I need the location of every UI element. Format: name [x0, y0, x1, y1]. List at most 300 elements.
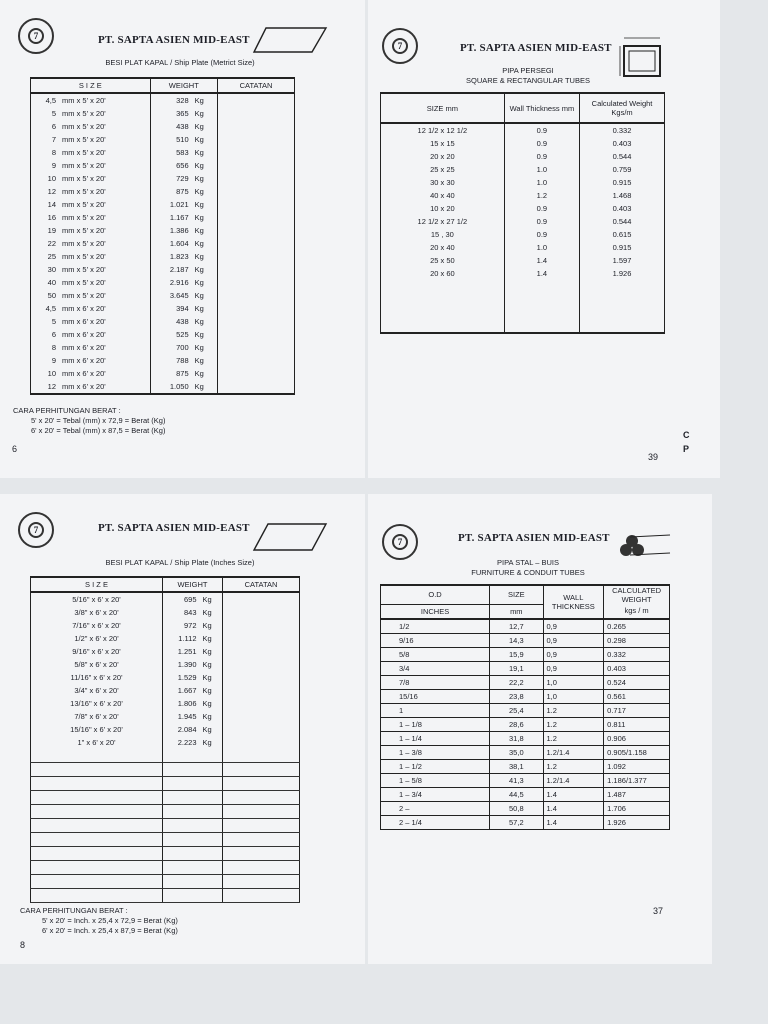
od-cell: 1 – 1/4	[381, 731, 490, 745]
size-dimension: mm x 6' x 20'	[59, 354, 150, 367]
weight-unit: Kg	[192, 172, 218, 185]
size-mm-cell: 23,8	[490, 689, 543, 703]
empty-cell	[163, 847, 200, 861]
weight-value: 3.645	[150, 289, 192, 302]
wall-cell: 0.9	[504, 202, 579, 215]
table-row	[381, 306, 665, 319]
size-thickness: 10	[31, 367, 60, 380]
size-dimension: mm x 5' x 20'	[59, 107, 150, 120]
size-cell: 30 x 30	[381, 176, 505, 189]
size-dimension: mm x 6' x 20'	[59, 341, 150, 354]
company-logo	[18, 18, 54, 54]
table-row	[31, 763, 300, 777]
catatan-cell	[218, 224, 295, 237]
subtitle: BESI PLAT KAPAL / Ship Plate (Inches Size)	[105, 558, 255, 567]
empty-cell	[31, 847, 163, 861]
size-thickness: 4,5	[31, 302, 60, 315]
weight-value: 1.251	[163, 645, 200, 658]
table-row	[31, 289, 295, 302]
empty-cell	[223, 847, 300, 861]
size-dimension: mm x 6' x 20'	[59, 328, 150, 341]
weight-value: 1.604	[150, 237, 192, 250]
size-mm-cell: 50,8	[490, 801, 543, 815]
table-row	[381, 123, 665, 137]
company-name: PT. SAPTA ASIEN MID-EAST	[458, 532, 610, 544]
table-row	[31, 592, 300, 606]
table-row	[31, 93, 295, 107]
empty-cell	[31, 861, 163, 875]
table-row	[381, 293, 665, 306]
empty-cell	[223, 819, 300, 833]
weight-unit: Kg	[192, 224, 218, 237]
empty-cell	[223, 833, 300, 847]
wall-cell: 1.2/1.4	[543, 745, 604, 759]
weight-cell: 0.265	[604, 619, 670, 634]
wall-cell: 0,9	[543, 661, 604, 675]
subtitle	[428, 558, 628, 578]
note-line: 6' x 20' = Inch. x 25,4 x 87,9 = Berat (Kg)	[42, 926, 178, 935]
weight-value: 1.167	[150, 211, 192, 224]
catatan-cell	[218, 250, 295, 263]
table-row	[31, 749, 300, 763]
table-row	[31, 146, 295, 159]
table-row	[381, 280, 665, 293]
catatan-cell	[223, 658, 300, 671]
size-dimension: mm x 5' x 20'	[59, 237, 150, 250]
weight-unit: Kg	[200, 592, 223, 606]
weight-cell: 0.915	[580, 241, 665, 254]
empty-cell	[163, 819, 200, 833]
table-row	[381, 787, 670, 801]
wall-cell: 1,0	[543, 689, 604, 703]
empty-cell	[163, 833, 200, 847]
size-mm-cell: 19,1	[490, 661, 543, 675]
table-row	[31, 791, 300, 805]
weight-unit: Kg	[200, 736, 223, 749]
catatan-cell	[218, 237, 295, 250]
size-dimension: mm x 5' x 20'	[59, 211, 150, 224]
logo-emblem: 7	[28, 28, 44, 44]
size-cell: 3/8" x 6' x 20'	[31, 606, 163, 619]
col-wall: WALL THICKNESS	[543, 585, 604, 619]
od-cell: 1/2	[381, 619, 490, 634]
empty-cell	[200, 833, 223, 847]
table-row	[31, 861, 300, 875]
size-dimension: mm x 5' x 20'	[59, 198, 150, 211]
empty-cell	[381, 306, 505, 319]
page-8	[0, 494, 365, 964]
table-row	[381, 773, 670, 787]
weight-unit: Kg	[192, 276, 218, 289]
table-row	[381, 228, 665, 241]
weight-value: 438	[150, 120, 192, 133]
size-dimension: mm x 5' x 20'	[59, 146, 150, 159]
table-row	[381, 254, 665, 267]
empty-cell	[200, 819, 223, 833]
wall-cell: 0,9	[543, 647, 604, 661]
size-thickness: 12	[31, 380, 60, 394]
size-dimension: mm x 5' x 20'	[59, 276, 150, 289]
weight-unit: Kg	[192, 185, 218, 198]
size-cell: 25 x 25	[381, 163, 505, 176]
empty-cell	[31, 763, 163, 777]
weight-unit: Kg	[200, 606, 223, 619]
catatan-cell	[223, 723, 300, 736]
catatan-cell	[218, 159, 295, 172]
weight-cell: 0.332	[604, 647, 670, 661]
weight-value: 843	[163, 606, 200, 619]
size-cell: 15 x 15	[381, 137, 505, 150]
weight-value: 2.916	[150, 276, 192, 289]
table-row	[381, 745, 670, 759]
size-mm-cell: 35,0	[490, 745, 543, 759]
table-row	[31, 328, 295, 341]
catatan-cell	[218, 341, 295, 354]
size-cell: 7/8" x 6' x 20'	[31, 710, 163, 723]
empty-cell	[223, 791, 300, 805]
table-row	[381, 189, 665, 202]
size-mm-cell: 41,3	[490, 773, 543, 787]
size-mm-cell: 28,6	[490, 717, 543, 731]
catatan-cell	[218, 172, 295, 185]
weight-value: 729	[150, 172, 192, 185]
table-row	[381, 150, 665, 163]
catatan-cell	[218, 367, 295, 380]
weight-cell: 0.561	[604, 689, 670, 703]
weight-value: 583	[150, 146, 192, 159]
size-cell: 15 , 30	[381, 228, 505, 241]
catatan-cell	[218, 302, 295, 315]
table-row	[31, 380, 295, 394]
empty-cell	[381, 280, 505, 293]
size-thickness: 9	[31, 159, 60, 172]
empty-cell	[200, 777, 223, 791]
size-dimension: mm x 5' x 20'	[59, 133, 150, 146]
size-dimension: mm x 6' x 20'	[59, 315, 150, 328]
weight-value: 875	[150, 185, 192, 198]
size-cell: 5/16" x 6' x 20'	[31, 592, 163, 606]
catatan-cell	[218, 380, 295, 394]
plate-icon	[252, 520, 328, 554]
od-cell: 1 – 1/8	[381, 717, 490, 731]
table-row	[31, 224, 295, 237]
size-thickness: 10	[31, 172, 60, 185]
wall-cell: 1.4	[504, 267, 579, 280]
wall-cell: 0.9	[504, 215, 579, 228]
size-thickness: 22	[31, 237, 60, 250]
weight-cell: 0.403	[580, 137, 665, 150]
col-od: O.D	[381, 585, 490, 604]
wall-cell: 1.2	[543, 703, 604, 717]
weight-cell: 0.403	[580, 202, 665, 215]
weight-unit: Kg	[192, 354, 218, 367]
empty-cell	[223, 805, 300, 819]
empty-cell	[163, 875, 200, 889]
weight-cell: 1.186/1.377	[604, 773, 670, 787]
table-row	[381, 241, 665, 254]
od-cell: 1 – 5/8	[381, 773, 490, 787]
note-line: 5' x 20' = Tebal (mm) x 72,9 = Berat (Kg)	[31, 416, 166, 425]
size-thickness: 30	[31, 263, 60, 276]
table-row	[31, 819, 300, 833]
weight-cell: 0.332	[580, 123, 665, 137]
weight-cell: 0.524	[604, 675, 670, 689]
size-dimension: mm x 5' x 20'	[59, 159, 150, 172]
wall-cell: 1.2	[543, 717, 604, 731]
weight-value: 394	[150, 302, 192, 315]
wall-cell: 1.0	[504, 163, 579, 176]
weight-unit: Kg	[192, 380, 218, 394]
col-calc: CALCULATED WEIGHT	[604, 585, 670, 604]
catatan-cell	[223, 697, 300, 710]
size-cell: 10 x 20	[381, 202, 505, 215]
empty-cell	[223, 889, 300, 903]
size-thickness: 16	[31, 211, 60, 224]
company-logo	[382, 524, 418, 560]
empty-cell	[31, 791, 163, 805]
empty-cell	[31, 875, 163, 889]
table-row	[381, 703, 670, 717]
col-size: S I Z E	[31, 78, 151, 93]
page-number: 37	[653, 906, 664, 916]
table-row	[31, 341, 295, 354]
catatan-cell	[218, 198, 295, 211]
table-row	[31, 120, 295, 133]
empty-cell	[31, 777, 163, 791]
weight-unit: Kg	[192, 263, 218, 276]
table-row	[381, 689, 670, 703]
table-row	[31, 889, 300, 903]
weight-unit: Kg	[192, 341, 218, 354]
table-row	[381, 647, 670, 661]
size-dimension: mm x 5' x 20'	[59, 93, 150, 107]
size-cell: 15/16" x 6' x 20'	[31, 723, 163, 736]
catatan-cell	[218, 133, 295, 146]
table-row	[381, 731, 670, 745]
weight-unit: Kg	[192, 289, 218, 302]
wall-cell: 1.2	[543, 731, 604, 745]
size-mm-cell: 14,3	[490, 633, 543, 647]
catatan-cell	[218, 146, 295, 159]
table-row	[31, 606, 300, 619]
wall-cell: 1.0	[504, 176, 579, 189]
empty-cell	[200, 763, 223, 777]
catatan-cell	[223, 684, 300, 697]
table-row	[31, 276, 295, 289]
catatan-cell	[218, 93, 295, 107]
page-39	[368, 0, 720, 478]
weight-unit: Kg	[200, 645, 223, 658]
table-row	[31, 250, 295, 263]
empty-cell	[381, 319, 505, 333]
empty-cell	[200, 875, 223, 889]
col-kgsm: kgs / m	[604, 604, 670, 619]
table-row	[381, 319, 665, 333]
logo-emblem: 7	[28, 522, 44, 538]
weight-unit: Kg	[192, 107, 218, 120]
weight-value: 328	[150, 93, 192, 107]
col-size: SIZE mm	[381, 93, 505, 123]
empty-cell	[504, 293, 579, 306]
weight-value: 875	[150, 367, 192, 380]
catatan-cell	[223, 645, 300, 658]
od-cell: 1 – 1/2	[381, 759, 490, 773]
size-mm-cell: 38,1	[490, 759, 543, 773]
wall-cell: 1,0	[543, 675, 604, 689]
note-title: CARA PERHITUNGAN BERAT :	[13, 406, 121, 415]
wall-cell: 0.9	[504, 150, 579, 163]
wall-cell: 1.4	[543, 787, 604, 801]
weight-unit: Kg	[192, 159, 218, 172]
size-thickness: 7	[31, 133, 60, 146]
wall-cell: 0,9	[543, 633, 604, 647]
ship-plate-inches-table	[30, 576, 300, 903]
wall-cell: 1.0	[504, 241, 579, 254]
catatan-cell	[218, 354, 295, 367]
subtitle: BESI PLAT KAPAL / Ship Plate (Metrict Size)	[105, 58, 255, 67]
pipe-bundle-icon	[616, 534, 672, 560]
od-cell: 1 – 3/8	[381, 745, 490, 759]
size-dimension: mm x 5' x 20'	[59, 172, 150, 185]
wall-cell: 1.4	[543, 815, 604, 829]
size-cell: 7/16" x 6' x 20'	[31, 619, 163, 632]
size-cell: 11/16" x 6' x 20'	[31, 671, 163, 684]
col-inches: INCHES	[381, 604, 490, 619]
ship-plate-metric-table	[30, 77, 295, 395]
weight-unit: Kg	[192, 120, 218, 133]
weight-unit: Kg	[200, 619, 223, 632]
note-title: CARA PERHITUNGAN BERAT :	[20, 906, 128, 915]
weight-unit: Kg	[200, 632, 223, 645]
table-row	[31, 684, 300, 697]
catatan-cell	[218, 120, 295, 133]
weight-unit: Kg	[200, 697, 223, 710]
weight-unit: Kg	[200, 723, 223, 736]
table-row	[31, 159, 295, 172]
size-thickness: 50	[31, 289, 60, 302]
size-cell: 25 x 50	[381, 254, 505, 267]
col-wall: Wall Thickness mm	[504, 93, 579, 123]
od-cell: 15/16	[381, 689, 490, 703]
empty-cell	[31, 749, 163, 763]
weight-unit: Kg	[192, 328, 218, 341]
empty-cell	[200, 805, 223, 819]
weight-unit: Kg	[192, 237, 218, 250]
weight-cell: 1.468	[580, 189, 665, 202]
table-row	[381, 267, 665, 280]
table-row	[31, 671, 300, 684]
weight-unit: Kg	[192, 146, 218, 159]
catatan-cell	[223, 710, 300, 723]
size-cell: 20 x 60	[381, 267, 505, 280]
table-row	[381, 202, 665, 215]
col-weight: WEIGHT	[150, 78, 217, 93]
col-catatan: CATATAN	[223, 577, 300, 592]
catatan-cell	[223, 619, 300, 632]
size-cell: 5/8" x 6' x 20'	[31, 658, 163, 671]
weight-value: 1.050	[150, 380, 192, 394]
table-row	[31, 619, 300, 632]
empty-cell	[580, 280, 665, 293]
weight-value: 700	[150, 341, 192, 354]
od-cell: 1 – 3/4	[381, 787, 490, 801]
size-cell: 1/2" x 6' x 20'	[31, 632, 163, 645]
size-thickness: 12	[31, 185, 60, 198]
weight-unit: Kg	[192, 302, 218, 315]
wall-cell: 0,9	[543, 619, 604, 634]
size-mm-cell: 31,8	[490, 731, 543, 745]
table-row	[31, 723, 300, 736]
logo-emblem: 7	[392, 38, 408, 54]
table-row	[31, 847, 300, 861]
col-size: S I Z E	[31, 577, 163, 592]
od-cell: 5/8	[381, 647, 490, 661]
table-row	[381, 633, 670, 647]
catatan-cell	[218, 211, 295, 224]
weight-value: 656	[150, 159, 192, 172]
table-row	[31, 302, 295, 315]
page-number: 8	[20, 940, 26, 950]
empty-cell	[200, 861, 223, 875]
weight-value: 525	[150, 328, 192, 341]
empty-cell	[200, 791, 223, 805]
size-thickness: 19	[31, 224, 60, 237]
page-37	[368, 494, 712, 964]
table-row	[31, 645, 300, 658]
col-catatan: CATATAN	[218, 78, 295, 93]
size-thickness: 9	[31, 354, 60, 367]
od-cell: 7/8	[381, 675, 490, 689]
od-cell: 3/4	[381, 661, 490, 675]
page-number: 6	[12, 444, 18, 454]
weight-value: 2.223	[163, 736, 200, 749]
weight-cell: 0.915	[580, 176, 665, 189]
catatan-cell	[218, 315, 295, 328]
wall-cell: 0.9	[504, 228, 579, 241]
empty-cell	[31, 889, 163, 903]
weight-value: 695	[163, 592, 200, 606]
weight-value: 1.390	[163, 658, 200, 671]
size-dimension: mm x 5' x 20'	[59, 120, 150, 133]
wall-cell: 1.2	[504, 189, 579, 202]
empty-cell	[163, 777, 200, 791]
weight-value: 1.529	[163, 671, 200, 684]
side-mark: C P	[683, 430, 690, 454]
weight-unit: Kg	[200, 671, 223, 684]
size-cell: 12 1/2 x 27 1/2	[381, 215, 505, 228]
catatan-cell	[223, 592, 300, 606]
table-row	[31, 354, 295, 367]
table-row	[381, 619, 670, 634]
table-row	[31, 875, 300, 889]
size-mm-cell: 25,4	[490, 703, 543, 717]
weight-cell: 1.706	[604, 801, 670, 815]
table-row	[31, 697, 300, 710]
calc-note	[20, 906, 178, 936]
weight-unit: Kg	[192, 133, 218, 146]
size-dimension: mm x 5' x 20'	[59, 289, 150, 302]
steel-pipe-table	[380, 584, 670, 830]
empty-cell	[580, 306, 665, 319]
weight-value: 788	[150, 354, 192, 367]
size-dimension: mm x 5' x 20'	[59, 250, 150, 263]
size-cell: 3/4" x 6' x 20'	[31, 684, 163, 697]
col-mm: mm	[490, 604, 543, 619]
table-row	[31, 632, 300, 645]
empty-cell	[200, 889, 223, 903]
weight-value: 510	[150, 133, 192, 146]
company-logo	[382, 28, 418, 64]
